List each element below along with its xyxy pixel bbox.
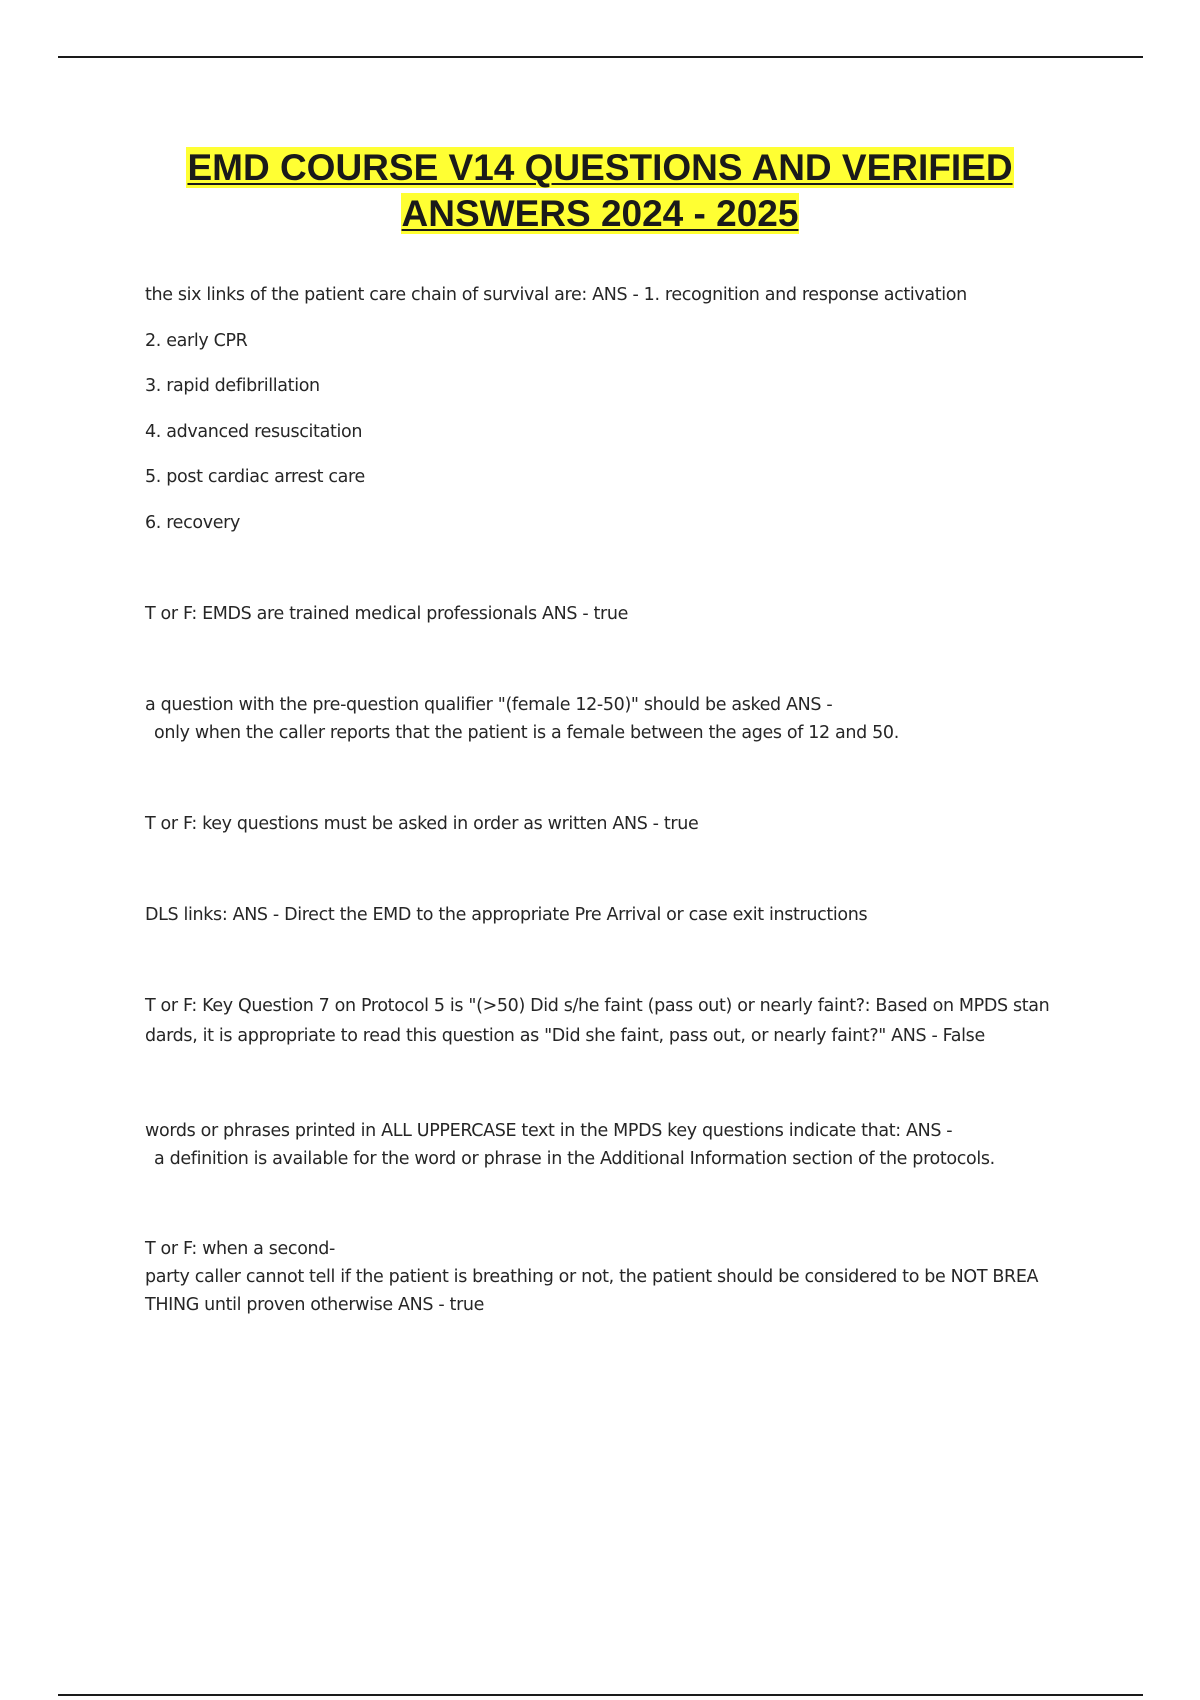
question-1-item-5: 5. post cardiac arrest care	[145, 467, 365, 487]
question-1-item-3: 3. rapid defibrillation	[145, 376, 320, 396]
question-7-line-2: a definition is available for the word or phrase in the Additional Information section of the protocols.	[154, 1149, 995, 1169]
question-1: the six links of the patient care chain of survival are: ANS - 1. recognition and response activation	[145, 285, 967, 305]
question-8-line-3: THING until proven otherwise ANS - true	[145, 1295, 485, 1315]
question-2: T or F: EMDS are trained medical professionals ANS - true	[145, 604, 629, 624]
bottom-rule	[58, 1694, 1143, 1696]
title-line-2: ANSWERS 2024 - 2025	[401, 193, 799, 234]
question-5: DLS links: ANS - Direct the EMD to the appropriate Pre Arrival or case exit instructions	[145, 905, 868, 925]
question-4: T or F: key questions must be asked in order as written ANS - true	[145, 814, 699, 834]
question-1-item-4: 4. advanced resuscitation	[145, 422, 363, 442]
question-1-item-2: 2. early CPR	[145, 331, 248, 351]
title-line-1: EMD COURSE V14 QUESTIONS AND VERIFIED	[187, 147, 1013, 188]
qa-body	[145, 0, 1105, 1700]
question-6-line-1: T or F: Key Question 7 on Protocol 5 is "(>50) Did s/he faint (pass out) or nearly faint?: Based on MPDS stan	[145, 996, 1050, 1016]
question-3-line-2: only when the caller reports that the patient is a female between the ages of 12 and 50.	[154, 723, 899, 743]
question-3-line-1: a question with the pre-question qualifier "(female 12-50)" should be asked ANS -	[145, 695, 833, 715]
question-7-line-1: words or phrases printed in ALL UPPERCASE text in the MPDS key questions indicate that: ANS -	[145, 1121, 953, 1141]
question-1-item-6: 6. recovery	[145, 513, 240, 533]
question-6-line-2: dards, it is appropriate to read this question as "Did she faint, pass out, or nearly faint?" ANS - False	[145, 1026, 985, 1046]
question-8-line-1: T or F: when a second-	[145, 1239, 336, 1259]
question-8-line-2: party caller cannot tell if the patient is breathing or not, the patient should be considered to be NOT BREA	[145, 1267, 1039, 1287]
